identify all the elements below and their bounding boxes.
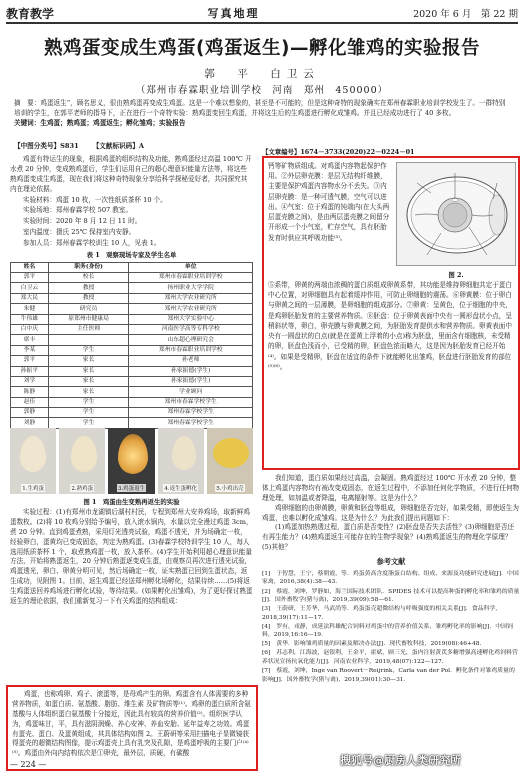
highlighted-egg-structure-box: [262, 156, 520, 470]
table-row: [11, 345, 253, 355]
intro-paragraph: 鸡蛋有特运生的现象，根据鸡蛋的组织结构及功能，熟鸡蛋经过高温 100℃ 开水煮 20 分钟，变成熟鸡蛋后，学生们运用自己的超心理意识能量方法等，将这些熟鸡蛋变成生鸡蛋，现在我们将这种奇特现象分享给科学探秘爱好者，共同探究其内在理论依据。: [10, 155, 252, 193]
cell-name: 席丰: [11, 335, 49, 345]
article-title: 熟鸡蛋变成生鸡蛋(鸡蛋返生)—孵化雏鸡的实验报告: [44, 38, 480, 59]
cell-name: 郭平: [11, 273, 49, 283]
discussion-paragraph: 鸡卵细胞的由卵黄膜，卵黄和胚盘等组成，卵细胞是否完好，如果受精，即使返生为鸡蛋，也难以孵化成雏鸡。这是为什么？为此我们提出问题如下：: [262, 503, 519, 522]
table-row: [11, 387, 253, 397]
abstract-text: 摘 要：鸡蛋返生”，顾名思义，很由熟鸡蛋再变成生鸡蛋。这是一个难以想象的，甚至是不可能的，但是这种奇特的现象确实在郑州春霖职业培训学校发生了。一群特别培训的学生，在郭平老师的指导下，正在进行一个奇特实验：熟鸡蛋变回生鸡蛋，并将这生后的生鸡蛋进行孵化成雏鸡。并且已经成功进行了 40 多枚。: [14, 99, 506, 117]
egg-photo-caption: 3.鸡蛋返生: [117, 486, 146, 492]
egg-photo: [10, 428, 56, 494]
participants-line: 参加人员：郑州春霖学校训生 10 人，见表 1。: [23, 239, 161, 248]
cell-role: 教授: [48, 283, 129, 293]
doc-code: 【文献标识码】A: [92, 142, 144, 150]
table-row: [11, 283, 253, 293]
cell-unit: 郑州大学农业研究所: [129, 293, 253, 303]
cell-role: 学生: [48, 418, 129, 428]
table-header-row: [11, 262, 253, 272]
table-row: [11, 304, 253, 314]
cell-unit: 郑州市春霖职业培训学校: [129, 345, 253, 355]
cell-role: 教授: [48, 293, 129, 303]
right-column: [262, 474, 520, 685]
egg-photo: [207, 428, 253, 494]
cell-name: 刘学: [11, 376, 49, 386]
procedure-text: [10, 508, 253, 607]
reference-item: [2] 蔡霞，刘坤，罗静如，海兰国际技术团队．SPIDES 技术可以提高种蛋的孵化率和雏鸡的质量[J]．国外畜牧学(猪与禽)，2019,39(09):58—61.: [262, 588, 520, 604]
affiliation-line: （郑州市春霖职业培训学校 河南 郑州 450000）: [135, 85, 389, 96]
table-row: [11, 408, 253, 418]
materials-line: 实验材料：鸡蛋 10 枚，一次性纸质茶杯 10 个。: [23, 195, 167, 204]
location-line: 实验场地：郑州春霖学校 507 教室。: [23, 206, 133, 215]
reference-item: [6] 苏志利，江海波，赵银利，王金平，霍斌，顾三光，蛋内注射黄芪多糖增强高速孵化鸡饲料营养状况宣扬抗氧化能力[J]．河南农业科学，2019,48(07):122—127.: [262, 650, 518, 666]
table-row: [11, 324, 253, 334]
cell-name: 陈静: [11, 387, 49, 397]
sohu-watermark: 搜狐号@厨房人类研究所: [340, 754, 461, 767]
author-line: 郭 平 白卫云: [204, 68, 320, 80]
cell-unit: 郑州大学实验中心: [129, 314, 253, 324]
highlighted-paragraph: 鸡蛋，也称鸡卵、鸡子、滚蛋等，是母鸡产生的卵。鸡蛋含有人体需要的多种营养物质，如蛋白质、氨基酸、脂肪、维生素 及矿物质等⁽¹⁾。鸡卵的蛋白质所含氨基酸与人体组织蛋白氨基酸十分接近，因此具有较高的营养价值⁽²⁾。组织医学认为，鸡蛋味甘，平，具有滋阴润燥、养心安神、养血安胎、延年益寿之功效。鸡蛋有蛋壳、蛋白、及蛋黄组成，其具体结构如图 2。王蔚研等采用扫描电子显微镜获得蛋壳的超微结构图像，提示鸡蛋壳上具有乳突及孔隙，是鸡蛋呼吸的主要门户⁽⁴⁾⁽⁵⁾。鸡蛋由外向内结构依次是①卵壳，最外层，质硬，有碳酸: [12, 690, 251, 758]
discussion-paragraph: 我们知道，蛋白质如果经过高温，会凝固。熟鸡蛋经过 100℃ 开水煮 20 分钟，整体上鸡蛋内容物均有被改变成固态，在返生过程中，不添加任何化学物质，不进行任何物理处理，如加温或者降温，电离辐射等。这是为什么？: [262, 474, 520, 502]
reference-item: [7] 蔡霞，刘坤，Inge van Roovert－Reijrink，Carla van der Pol．孵化条件对雏鸡质量的影响[J]．国外畜牧学(猪与禽)，2019,39(01):30—31.: [262, 668, 515, 683]
header-name: 姓名: [11, 262, 49, 272]
figure2-caption: 图 2.: [448, 271, 464, 279]
cell-unit: 郑州春霖学校学生: [129, 408, 253, 418]
reference-item: [4] 罗有，戎静，成延法科雄配合饲料对鸡蛋中的营养价值关系，雏鸡孵化率的影响[J]．中国饲料，2019,16:16—19.: [262, 623, 513, 639]
egg-photo-caption: 4.返生蛋孵化: [164, 486, 198, 492]
egg-photo-strip: [10, 428, 253, 494]
cell-role: 家长: [48, 387, 129, 397]
reference-item: [1] 于智慧，王宁，蔡朝霞，等．鸡蛋黄高含度脂蛋白结构、组成、来源及功能研究进展[J]．中国家禽，2016,38(4):38—43.: [262, 570, 519, 586]
cell-unit: 扬州职业大学学院: [129, 283, 253, 293]
table-row: [11, 376, 253, 386]
table-row: [11, 293, 253, 303]
egg-photo: [108, 428, 154, 494]
cell-name: 朱健: [11, 304, 49, 314]
cell-unit: 学业顾问: [129, 387, 253, 397]
egg-photo: [158, 428, 204, 494]
cell-role: 家长: [48, 366, 129, 376]
cell-unit: 孙家振德(学生): [129, 376, 253, 386]
table-caption: 表 1 观察现场专家及学生名单: [86, 251, 177, 260]
issue-label: 2020 年 6 月 第 22 期: [413, 9, 518, 20]
cell-role: 学生: [48, 397, 129, 407]
cell-name: 赵佳: [11, 397, 49, 407]
egg-photo-caption: 2.熟鸡蛋: [71, 486, 94, 492]
cell-unit: 孙家振德(学生): [129, 366, 253, 376]
egg-photo: [59, 428, 105, 494]
cell-unit: 郑州市春霖职业培训学校: [129, 273, 253, 283]
cell-role: 主任医师: [48, 324, 129, 334]
cell-name: 牛伟雄: [11, 314, 49, 324]
cell-unit: 郑州春霖学校学生: [129, 418, 253, 428]
cell-name: 郭静: [11, 408, 49, 418]
highlighted-structure-box: [6, 685, 258, 771]
cell-name: 郭平: [11, 356, 49, 366]
egg-photo-caption: 1.生鸡蛋: [22, 486, 44, 492]
cell-role: 校长: [48, 273, 129, 283]
cell-role: 学生: [48, 408, 129, 418]
egg-structure-diagram: [396, 162, 516, 266]
table-row: [11, 335, 253, 345]
cell-name: 白中庆: [11, 324, 49, 334]
abstract-block: [14, 99, 510, 130]
journal-header: [6, 4, 518, 24]
egg-structure-text-continued: ⑤系带，卵黄的两端由浓稠的蛋白质组成卵黄系带，其功能是维持卵细胞共定于蛋白中心位置，对卵细胞具有起着缓冲作用，可防止卵细胞的震荡。⑥卵黄膜：位于卵白与卵黄之间的一层薄膜，是卵细胞的组成部分。⑦卵黄：呈黄色，位于细胞的中央，是鸡卵胚胎发育的主要营养物质。⑧胚盘：位于卵黄表面中央有一圆形盘状小点，呈稍斜状等，卵白，卵壳膜与卵黄膜之间，为胚胎发育提供水和营养物质。卵黄表面中央有一圆盘状的白点(就是在蛋黄上浮着的小点)称为胚盘，里面含有细胞核，未受精的卵，胚盘色浅而小，已受精的卵，胚盘色浓而略大，这是因为胚胎发育已经开始⁽⁴⁾。如果是受精卵，胚盘在适宜的条件下就能孵化出雏鸡，胚盘进行胚胎发育的部位⁽⁵⁾⁽⁶⁾。: [268, 281, 512, 371]
cell-name: 刘静: [11, 418, 49, 428]
figure1-caption: 图 1 鸡蛋由生变熟再返生的实验: [83, 498, 180, 506]
egg-structure-text: 钙等矿物质组成。对鸡蛋内容物起保护作用。②外层卵壳膜：是层无结构纤维膜，主要是保护鸡蛋内容物水分不丢失。③内层卵壳膜：是一种可透气膜，空气可以进出。④气室：位于鸡蛋的钝端内(在大头两层蛋壳膜之间)，是由两层蛋壳膜之间留分开形成一个小气室，贮存空气，具有胚胎发育时供应其呼吸功能⁽³⁾。: [268, 162, 390, 242]
egg-photo-caption: 5.小鸡出壳: [216, 486, 244, 492]
table-row: [11, 418, 253, 428]
reference-item: [3] 王蔚研，王芳华，马武尚等．鸡蛋蛋壳超微结构与呼吸强度的相关关系[J]．食品科学，2018,39(17):11—17.: [262, 606, 502, 621]
table-row: [11, 356, 253, 366]
cell-unit: 河南医学高等专科学校: [129, 324, 253, 334]
table-row: [11, 273, 253, 283]
table-row: [11, 314, 253, 324]
keywords-text: 关键词：生鸡蛋；熟鸡蛋；鸡蛋返生；孵化雏鸡；实验报告: [14, 119, 186, 128]
journal-name: 写真地理: [207, 7, 260, 20]
header-unit: 单位: [129, 262, 253, 272]
cell-unit: 郑州大学农业研究所: [129, 304, 253, 314]
cell-name: 李某: [11, 345, 49, 355]
participants-table: [10, 262, 253, 429]
cell-unit: 孙老师: [129, 356, 253, 366]
cell-role: 原郑州市健康局: [48, 314, 129, 324]
time-line: 实验时间：2020 年 8 月 12 日 11 时。: [23, 217, 142, 226]
cell-name: 白卫云: [11, 283, 49, 293]
cell-unit: 山东超心理研究会: [129, 335, 253, 345]
questions-paragraph: (1)鸡蛋加热熟透过程，蛋白质是否变性？(2)胚盘是否失去活性？(3)卵细胞是否还有再生能力？(4)熟鸡蛋返生可能存在的生物学现象？(4)熟鸡蛋返生的物理化学原理？(5)其他？: [262, 523, 515, 552]
reference-item: [5] 黄华．影响雏鸡质量的因素及解决办法[J]．现代畜牧科技，2019(08):46+48.: [262, 641, 482, 648]
temperature-line: 室内温度：摄氏 25℃ 保持室内安静。: [23, 228, 136, 237]
references-title: 参考文献: [376, 557, 406, 567]
cell-role: 家长: [48, 356, 129, 366]
page-number: — 224 —: [10, 760, 47, 769]
cell-name: 郑大民: [11, 293, 49, 303]
procedure-paragraph: 实验过程：(1)有郑州市龙湖镇后湖村村民，专程到郑州大安养鸡场，取新鲜鸡蛋数枚。(2)将 10 枚鸡分别给予编号，放入滚水锅内，水量以完全漫过鸡蛋 3cm，煮 20 分钟。直到鸡蛋煮熟，采用灯光透亮试验，鸡蛋不透光，并为场确定一枚，经验卵白，蛋黄均已变成固态，判定为熟鸡蛋。(3)春霖学校特训学生 10 人，每人选用纸质茶杯 1 个，取煮熟鸡蛋一枚，放入茶杯。(4)学生开始利用超心理意识能量方法，开始将熟蛋返生，20 分钟后熟蛋逐变成生蛋，由观察员再次进行透光试验，鸡蛋透光，卵白、卵黄分明可见，然后场确定一枚，证实熟蛋已回到生蛋状态，返生成功，见附图 1。目前，返生鸡蛋已经送郑州孵化场孵化，结果待续……(5)将返生鸡蛋送回养鸡场进行孵化试验，等待结果。(如果孵化出雏鸡)，为了更好探讨熟蛋返生的理论依据，我们重新复习一下有关鸡蛋的结构组成：: [10, 508, 253, 606]
clc-code: 【中图分类号】S831: [14, 142, 79, 150]
header-role: 职务(身份): [48, 262, 129, 272]
left-column: [10, 155, 253, 429]
references-list: [262, 570, 520, 684]
cell-role: [48, 335, 129, 345]
section-label: 教育教学: [6, 6, 55, 21]
cell-role: 学生: [48, 345, 129, 355]
cell-unit: 郑州市春霖学校学生: [129, 397, 253, 407]
table-row: [11, 366, 253, 376]
table-row: [11, 397, 253, 407]
cell-name: 孙振平: [11, 366, 49, 376]
cell-role: 家长: [48, 376, 129, 386]
cell-role: 研究员: [48, 304, 129, 314]
article-number: 【文章编号】1674－3733(2020)22－0224－01: [262, 148, 415, 156]
